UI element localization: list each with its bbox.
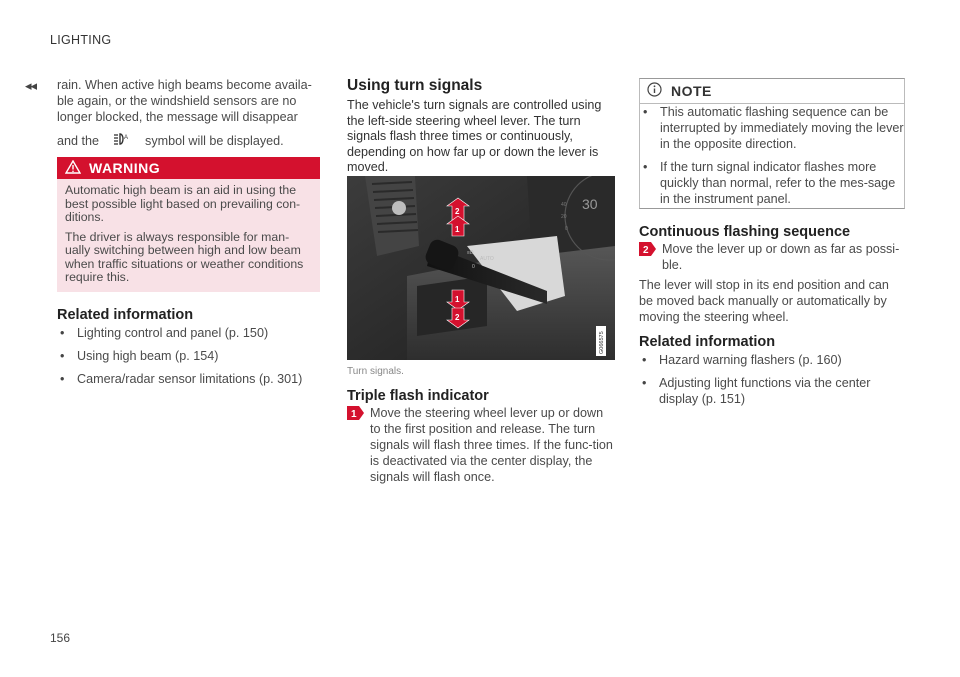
continued-text — [57, 77, 320, 150]
intro-text-pre: and the — [57, 134, 100, 148]
triple-flash-text: Move the steering wheel lever up or down to the first position and release. The turn signals will flash three times. If the func-tion is deactivated via the center display, the signals will flash once. — [370, 406, 613, 484]
related-link[interactable]: • Lighting control and panel (p. 150) — [57, 325, 320, 341]
intro-text: rain. When active high beams become availa-ble again, or the windshield sensors are no longer blocked, the message will disappear — [57, 78, 312, 124]
related-info-list — [57, 325, 320, 387]
turn-signal-lever-figure — [347, 176, 615, 360]
related-link[interactable]: • Hazard warning flashers (p. 160) — [639, 352, 905, 368]
continuous-flash-heading: Continuous flashing sequence — [639, 224, 851, 240]
triple-flash-step — [347, 405, 614, 485]
continuous-flash-text: The lever will stop in its end position and can be moved back manually or automatically by moving the steering wheel. — [639, 278, 889, 324]
continuous-flash-step-text: Move the lever up or down as far as possi-ble. — [662, 242, 900, 272]
svg-text:AUTO: AUTO — [480, 256, 494, 262]
step-2-badge — [639, 242, 656, 256]
note-box — [639, 78, 905, 209]
warning-title: WARNING — [89, 160, 161, 176]
svg-text:0: 0 — [472, 264, 475, 270]
svg-text:2: 2 — [643, 245, 649, 256]
step-1-badge — [347, 406, 364, 420]
auto-high-beam-icon — [113, 132, 131, 150]
section-header: LIGHTING — [50, 33, 112, 47]
figure-caption: Turn signals. — [347, 366, 404, 377]
warning-paragraph: The driver is always responsible for man-ually switching between high and low beam when traffic situations or weather conditions require this. — [65, 229, 304, 284]
note-title: NOTE — [671, 83, 712, 99]
page-number: 156 — [50, 631, 71, 645]
note-header — [640, 79, 904, 104]
related-info-heading: Related information — [57, 307, 194, 323]
svg-text:≡D: ≡D — [467, 250, 474, 256]
related-info-list — [639, 352, 905, 407]
related-link[interactable]: • Adjusting light functions via the center display (p. 151) — [639, 375, 905, 407]
warning-triangle-icon — [65, 160, 81, 177]
figure-label: 1 — [455, 295, 460, 304]
figure-label: 2 — [455, 207, 460, 216]
info-circle-icon — [647, 82, 662, 100]
note-list — [640, 104, 904, 207]
previous-page-icon[interactable]: ◂◂ — [25, 78, 37, 93]
speed-reading: 30 — [582, 196, 598, 212]
warning-box — [57, 157, 320, 292]
section-intro: The vehicle's turn signals are controlled using the left-side steering wheel lever. The turn signals flash three times or continuously, depending on how far up or down the lever is moved. — [347, 98, 602, 174]
image-code: G066575 — [599, 331, 605, 354]
figure-label: 2 — [455, 313, 460, 322]
warning-paragraph: Automatic high beam is an aid in using the best possible light based on prevailing con-ditions. — [65, 183, 301, 224]
svg-text:1: 1 — [351, 409, 357, 420]
related-info-heading: Related information — [639, 334, 776, 350]
related-link[interactable]: • Using high beam (p. 154) — [57, 348, 320, 364]
gauge-tick: 0 — [565, 226, 568, 232]
warning-header — [57, 157, 320, 179]
triple-flash-heading: Triple flash indicator — [347, 388, 489, 404]
gauge-tick: 20 — [561, 214, 567, 220]
continuous-flash-step — [639, 241, 905, 273]
related-link[interactable]: • Camera/radar sensor limitations (p. 301) — [57, 371, 320, 387]
note-item: • This automatic flashing sequence can be interrupted by immediately moving the lever in the opposite direction. — [640, 104, 904, 152]
intro-text-post: symbol will be displayed. — [145, 134, 284, 148]
figure-label: 1 — [455, 225, 460, 234]
note-item: • If the turn signal indicator flashes more quickly than normal, refer to the mes-sage in the instrument panel. — [640, 159, 904, 207]
section-title: Using turn signals — [347, 77, 483, 94]
gauge-tick: 40 — [561, 202, 567, 208]
svg-text:A: A — [124, 135, 129, 141]
